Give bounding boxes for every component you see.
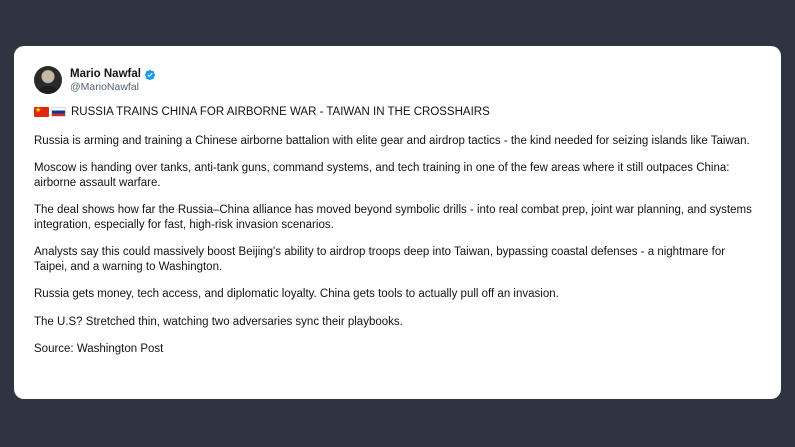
avatar[interactable] [34,66,62,94]
avatar-shoulders [38,86,58,94]
author-display-name[interactable]: Mario Nawfal [70,67,141,80]
tweet-paragraph: Russia is arming and training a Chinese airborne battalion with elite gear and airdrop tactics - the kind needed for seizing islands like Taiwan. [34,134,750,147]
verified-badge-icon [144,68,156,80]
flag-china-icon [34,107,49,117]
tweet-body [34,105,761,357]
tweet-paragraph: The U.S? Stretched thin, watching two adversaries sync their playbooks. [34,315,403,328]
tweet-headline [34,105,761,120]
tweet-source: Source: Washington Post [34,343,164,355]
author-handle[interactable]: @MarioNawfal [70,80,140,93]
headline-text: RUSSIA TRAINS CHINA FOR AIRBORNE WAR - TAIWAN IN THE CROSSHAIRS [71,106,490,118]
tweet-paragraph: Moscow is handing over tanks, anti-tank guns, command systems, and tech training in one of the few areas where it still outpaces China: airborne assault warfare. [34,162,730,189]
tweet-paragraph: Analysts say this could massively boost Beijing's ability to airdrop troops deep into Taiwan, bypassing coastal defenses - a nightmare for Taipei, and a warning to Washington. [34,246,726,273]
tweet-paragraph: The deal shows how far the Russia–China alliance has moved beyond symbolic drills - into real combat prep, joint war planning, and systems integration, especially for fast, high-risk invasion scenarios. [34,204,752,231]
name-row [70,67,156,81]
tweet-header [34,65,761,95]
tweet-paragraph: Russia gets money, tech access, and diplomatic loyalty. China gets tools to actually pull off an invasion. [34,288,559,300]
tweet-card [14,46,781,399]
author-names [70,67,156,94]
flag-russia-icon [51,107,66,117]
